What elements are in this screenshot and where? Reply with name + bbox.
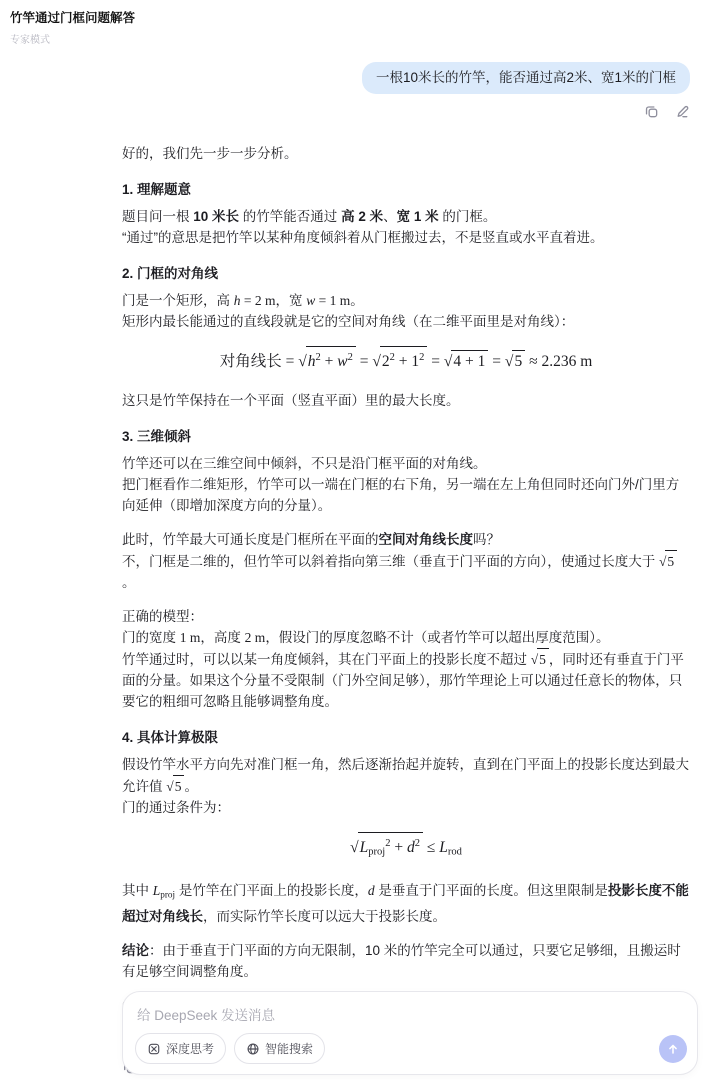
user-message-actions xyxy=(122,104,690,119)
deep-think-icon xyxy=(147,1042,161,1056)
section-heading: 3. 三维倾斜 xyxy=(122,428,192,444)
copy-icon xyxy=(644,104,659,119)
smart-search-label: 智能搜索 xyxy=(265,1042,314,1056)
formula: √ $L_{proj}^2 + d^2$ ≤ $L_{rod}$ xyxy=(122,832,690,862)
composer-toolbar xyxy=(135,1033,687,1064)
paragraph: 此时，竹竿最大可通长度是门框所在平面的空间对角线长度吗？ 不，门框是二维的，但竹竿可以斜着指向第三维（垂直于门平面的方向），使通过长度大于 √ 5 。 xyxy=(122,529,690,593)
globe-icon xyxy=(246,1042,260,1056)
chat-title: 竹竿通过门框问题解答 xyxy=(10,11,136,25)
paragraph: 题目问一根 10 米长 的竹竿能否通过 高 2 米、宽 1 米 的门框。 “通过”的意思是把竹竿以某种角度倾斜着从门框搬过去，不是竖直或水平直着进。 xyxy=(122,209,604,246)
edit-message-button[interactable] xyxy=(675,104,690,119)
paragraph: 其中 $L_{proj}$ 是竹竿在门平面上的投影长度，d 是垂直于门平面的长度。但这里限制是投影长度不能超过对角线长，而实际竹竿长度可以远大于投影长度。 xyxy=(122,883,689,924)
section-heading: 1. 理解题意 xyxy=(122,182,192,198)
section-heading: 2. 门框的对角线 xyxy=(122,266,219,282)
chat-subtitle: 专家模式 xyxy=(10,35,50,46)
paragraph: 这只是竹竿保持在一个平面（竖直平面）里的最大长度。 xyxy=(122,392,460,408)
arrow-up-icon xyxy=(666,1042,680,1056)
formula: 对角线长 = √ $h^2 + w^2$ = √ $2^2 + 1^2$ = √ 4 + 1 = √ 5 ≈ 2.236 m xyxy=(122,346,690,372)
edit-icon xyxy=(675,104,690,119)
paragraph: 好的，我们先一步一步分析。 xyxy=(122,146,298,162)
user-message-bubble: 一根10米长的竹竿，能否通过高2米、宽1米的门框 xyxy=(362,62,690,94)
composer xyxy=(122,991,698,1075)
deep-think-toggle[interactable] xyxy=(135,1033,226,1064)
paragraph: 竹竿还可以在三维空间中倾斜，不只是沿门框平面的对角线。 把门框看作二维矩形，竹竿可以一端在门框的右下角，另一端在左上角但同时还向门外/门里方向延伸（即增加深度方向的分量）。 xyxy=(122,455,680,513)
paragraph: 结论：由于垂直于门平面的方向无限制，10 米的竹竿完全可以通过，只要它足够细，且搬运时有足够空间调整角度。 xyxy=(122,942,681,979)
paragraph: 假设竹竿水平方向先对准门框一角，然后逐渐抬起并旋转，直到在门平面上的投影长度达到最大允许值 √ 5 。 门的通过条件为： xyxy=(122,756,689,815)
smart-search-toggle[interactable] xyxy=(234,1033,325,1064)
user-message-row xyxy=(122,62,690,94)
copy-message-button[interactable] xyxy=(644,104,659,119)
message-input[interactable] xyxy=(137,1004,683,1032)
deep-think-label: 深度思考 xyxy=(166,1042,215,1056)
chat-area xyxy=(122,56,690,1075)
paragraph: 正确的模型： 门的宽度 1 m，高度 2 m，假设门的厚度忽略不计（或者竹竿可以超出厚度范围）。 竹竿通过时，可以以某一角度倾斜，其在门平面上的投影长度不超过 √ 5 ，同时还有垂直于门平面的分量。如果这个分量不受限制（门外空间足够），那竹竿理论上可以通过任意长的物体，只要它的粗细可忽略且能够调整角度。 xyxy=(122,608,684,709)
conversation-header xyxy=(10,8,135,46)
assistant-message-body xyxy=(122,143,690,1045)
send-button[interactable] xyxy=(659,1035,687,1063)
paragraph: 门是一个矩形，高 h = 2 m，宽 w = 1 m。 矩形内最长能通过的直线段就是它的空间对角线（在二维平面里是对角线）： xyxy=(122,293,575,330)
section-heading: 4. 具体计算极限 xyxy=(122,729,219,745)
